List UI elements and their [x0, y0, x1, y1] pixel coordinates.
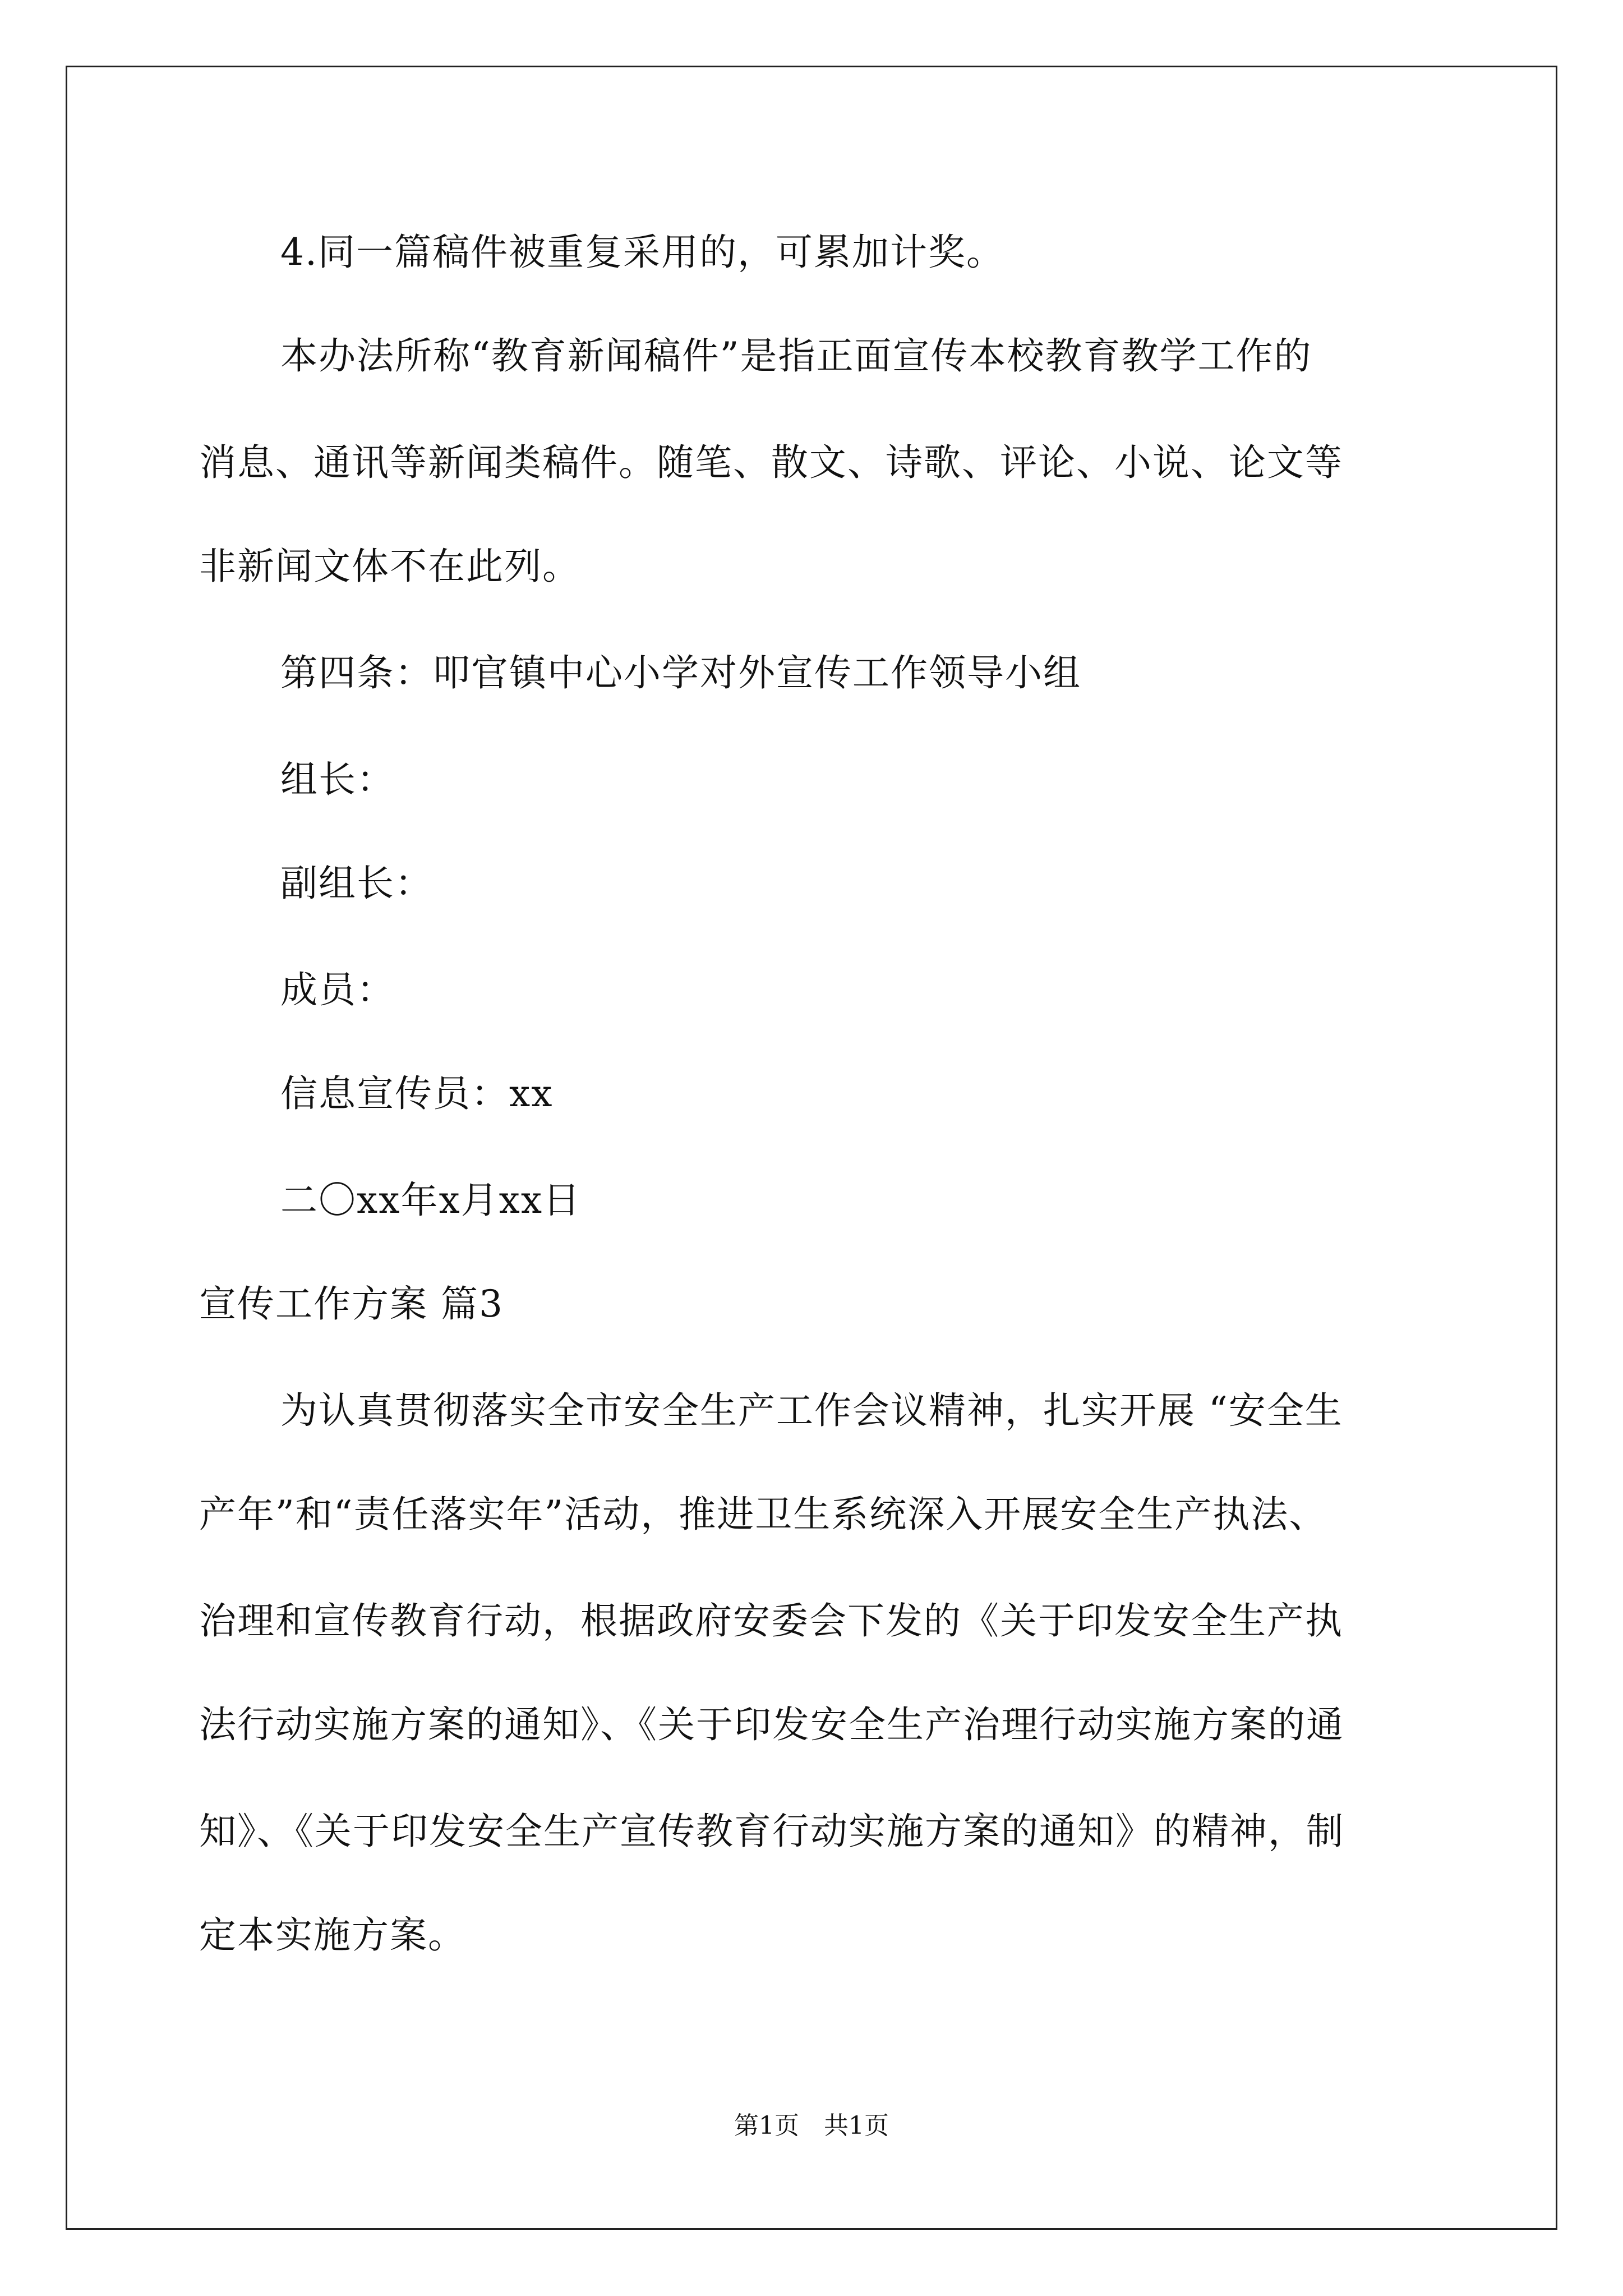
paragraph-line: 消息、通讯等新闻类稿件。随笔、散文、诗歌、评论、小说、论文等 — [199, 441, 1343, 484]
paragraph-line: 4.同一篇稿件被重复采用的，可累加计奖。 — [280, 231, 1004, 274]
paragraph-line: 非新闻文体不在此列。 — [199, 545, 580, 588]
paragraph-line: 治理和宣传教育行动，根据政府安委会下发的《关于印发安全生产执 — [199, 1599, 1343, 1642]
page-footer: 第1页 共1页 — [734, 2111, 889, 2140]
page-border — [66, 66, 1557, 2230]
paragraph-line: 为认真贯彻落实全市安全生产工作会议精神，扎实开展 “安全生 — [280, 1389, 1343, 1432]
paragraph-line: 副组长： — [280, 862, 433, 905]
paragraph-line: 组长： — [280, 758, 395, 801]
paragraph-line: 产年”和“责任落实年”活动，推进卫生系统深入开展安全生产执法、 — [199, 1493, 1327, 1536]
paragraph-line: 信息宣传员：xx — [280, 1072, 554, 1115]
paragraph-line: 法行动实施方案的通知》、《关于印发安全生产治理行动实施方案的通 — [199, 1703, 1344, 1746]
paragraph-line: 第四条：叩官镇中心小学对外宣传工作领导小组 — [280, 651, 1081, 694]
paragraph-line: 知》、《关于印发安全生产宣传教育行动实施方案的通知》的精神，制 — [199, 1810, 1344, 1853]
section-heading: 宣传工作方案 篇3 — [199, 1282, 504, 1326]
paragraph-line: 本办法所称“教育新闻稿件”是指正面宣传本校教育教学工作的 — [280, 334, 1312, 378]
paragraph-line: 定本实施方案。 — [199, 1913, 466, 1957]
paragraph-line: 成员： — [280, 968, 395, 1011]
paragraph-line: 二〇xx年x月xx日 — [280, 1179, 582, 1222]
